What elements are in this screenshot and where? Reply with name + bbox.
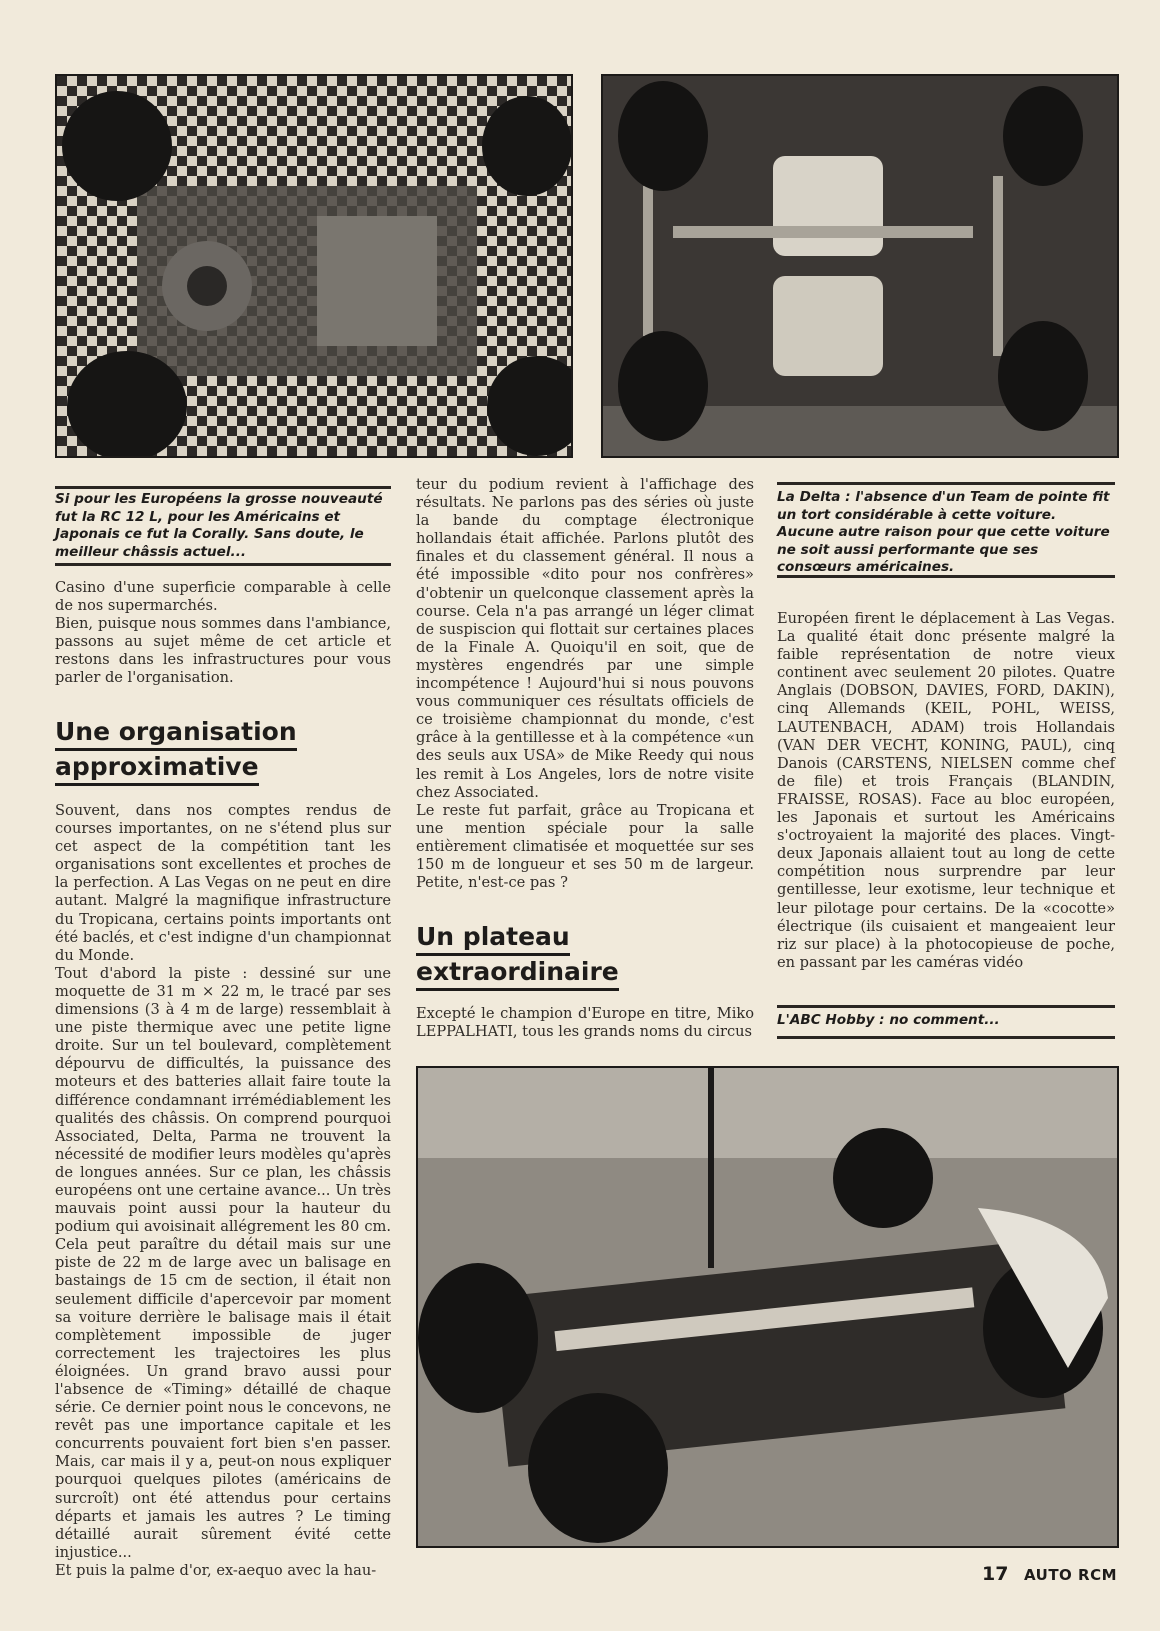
heading-line: approximative [55, 751, 259, 786]
caption-corally: Si pour les Européens la grosse nouveauté fut la RC 12 L, pour les Américains et Japonais ce fut la Corally. Sans doute, le meilleur châssis actuel... [55, 491, 383, 560]
paragraph: Tout d'abord la piste : dessiné sur une moquette de 31 m × 22 m, le tracé par ses dimensions (3 à 4 m de large) ressemblait à une piste thermique avec une petite ligne droite. Sur un tel boulevard, complètement dépourvu de difficultés, la puissance des moteurs et des batteries allait faire toute la différence condamnant irrémédiablement les qualités des châssis. On comprend pourquoi Associated, Delta, Parma ne trouvent la nécessité de modifier leurs modèles qu'après de longues années. Sur ce plan, les châssis européens ont une certaine avance... Un très mauvais point aussi pour la hauteur du podium qui avoisinait allégrement les 80 cm. Cela peut paraître du détail mais sur une piste de 22 m de large avec un balisage en bastaings de 15 cm de section, il était non seulement difficile d'apercevoir par moment sa voiture derrière le balisage mais il était complètement impossible de juger correctement les trajectoires les plus éloignées. Un grand bravo aussi pour l'absence de «Timing» détaillé de chaque série. Ce dernier point nous le concevons, ne revêt pas une importance capitale et les concurrents pouvaient fort bien s'en passer. Mais, car mais il y a, peut-on nous expliquer pourquoi quelques pilotes (américains de surcroît) ont été attendus pour certains départs et jamais les autres ? Le timing détaillé aurait sûrement évité cette injustice... [55, 964, 391, 1561]
caption-rule-right-top [777, 482, 1115, 485]
photo-bottom [416, 1066, 1119, 1548]
paragraph: Européen firent le déplacement à Las Vegas. La qualité était donc présente malgré la faible représentation de notre vieux continent avec seulement 20 pilotes. Quatre Anglais (DOBSON, DAVIES, FORD, DAKIN), cinq Allemands (KEIL, POHL, WEISS, LAUTENBACH, ADAM) trois Hollandais (VAN DER VECHT, KONING, PAUL), cinq Danois (CARSTENS, NIELSEN comme chef de file) et trois Français (BLANDIN, FRAISSE, ROSAS). Face au bloc européen, les Japonais et surtout les Américains s'octroyaient la majorité des places. Vingt-deux Japonais allaient tout au long de cette compétition nous surprendre par leur gentillesse, leur exotisme, leur technique et leur pilotage pour certains. De la «cocotte» électrique (ils cuisaient et mangeaient leur riz sur place) à la photocopieuse de poche, en passant par les caméras vidéo [777, 610, 1115, 971]
caption-abc-hobby: L'ABC Hobby : no comment... [777, 1012, 1000, 1028]
paragraph: Souvent, dans nos comptes rendus de courses importantes, on ne s'étend plus sur cet aspect de la compétition tant les organisations sont excellentes et proches de la perfection. A Las Vegas on ne peut en dire autant. Malgré la magnifique infrastructure du Tropicana, certains points importants ont été baclés, et c'est indigne d'un championnat du Monde. [55, 802, 391, 964]
paragraph: Excepté le champion d'Europe en titre, Miko LEPPALHATI, tous les grands noms du circus [416, 1005, 754, 1041]
column-2-body [416, 476, 754, 892]
heading-line: Un plateau [416, 921, 570, 956]
photo-top-right [601, 74, 1119, 458]
photo-top-left [55, 74, 573, 458]
paragraph: Casino d'une superficie comparable à celle de nos supermarchés. [55, 579, 391, 615]
caption-rule-abc-top [777, 1005, 1115, 1008]
section-heading-organisation [55, 716, 391, 786]
column-1-body [55, 802, 391, 1580]
heading-line: Une organisation [55, 716, 297, 751]
magazine-name: AUTO RCM [1024, 1566, 1118, 1584]
paragraph: Bien, puisque nous sommes dans l'ambiance, passons au sujet même de cet article et restons dans les infrastructures pour vous parler de l'organisation. [55, 615, 391, 687]
column-1-intro [55, 579, 391, 688]
heading-line: extraordinaire [416, 956, 619, 991]
caption-rule-abc-bottom [777, 1036, 1115, 1039]
page-number: 17 [982, 1563, 1009, 1585]
column-2-body-2 [416, 1005, 754, 1041]
paragraph: teur du podium revient à l'affichage des résultats. Ne parlons pas des séries où juste la bande du comptage électronique hollandais était affichée. Parlons plutôt des finales et du classement général. Il nous a été impossible «dito pour nos confrères» d'obtenir un quelconque classement après la course. Cela n'a pas arrangé un léger climat de suspiscion qui flottait sur certaines places de la Finale A. Quoiqu'il en soit, que de mystères engendrés par une simple incompétence ! Aujourd'hui si nous pouvons vous communiquer ces résultats officiels de ce troisième championnat du monde, c'est grâce à la gentillesse et à la compétence «un des seuls aux USA» de Mike Reedy qui nous les remit à Los Angeles, lors de notre visite chez Associated. [416, 476, 754, 801]
caption-delta: La Delta : l'absence d'un Team de pointe fit un tort considérable à cette voiture. Aucune autre raison pour que cette voiture ne soit aussi performante que ses consœurs américaines. [777, 489, 1110, 575]
caption-rule-right-bottom [777, 575, 1115, 578]
paragraph: Et puis la palme d'or, ex-aequo avec la hau- [55, 1561, 377, 1579]
column-3-body [777, 610, 1115, 972]
section-heading-plateau [416, 921, 754, 991]
caption-rule-left-top [55, 486, 391, 489]
paragraph: Le reste fut parfait, grâce au Tropicana et une mention spéciale pour la salle entièrement climatisée et moquettée sur ses 150 m de longueur et ses 50 m de largeur. Petite, n'est-ce pas ? [416, 801, 754, 892]
caption-rule-left-bottom [55, 563, 391, 566]
